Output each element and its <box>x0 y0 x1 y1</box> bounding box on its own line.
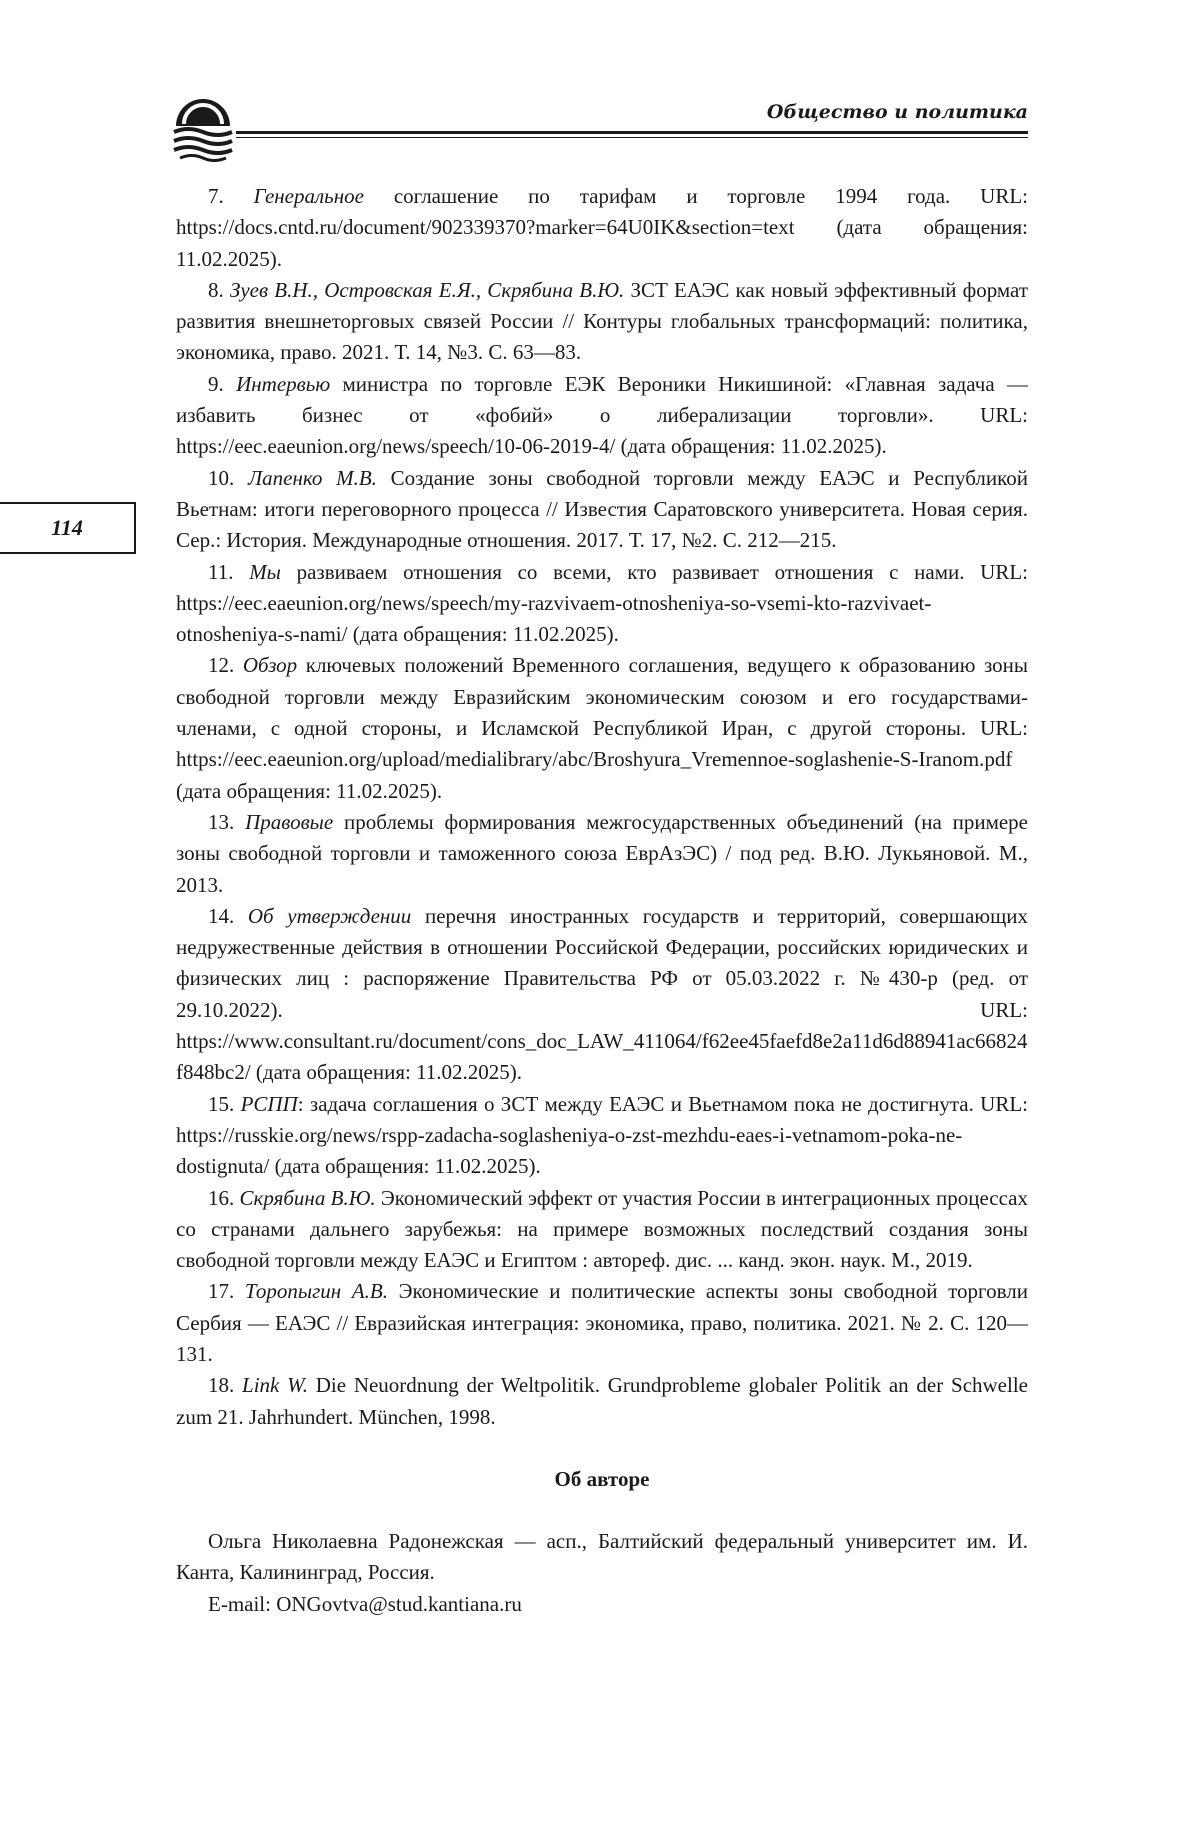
reference-list <box>176 181 1028 1620</box>
running-head: Общество и политика <box>766 101 1028 123</box>
header-rule-thin <box>236 137 1028 138</box>
header-rule <box>236 131 1028 134</box>
reference-item: 13. Правовые проблемы формирования межгосударственных объединений (на примере зоны свободной торговли и таможенного союза ЕврАзЭС) / под ред. В.Ю. Лукьяновой. М., 2013. <box>176 809 1028 897</box>
reference-item: 16. Скрябина В.Ю. Экономический эффект от участия России в интеграционных процессах со странами дальнего зарубежья: на примере возможных последствий создания зоны свободной торговли между ЕАЭС и Египтом : автореф. дис. ... канд. экон. наук. М., 2019. <box>176 1185 1029 1273</box>
page-number: 114 <box>51 515 83 540</box>
about-author-section <box>176 1464 1028 1620</box>
reference-item: 15. РСПП: задача соглашения о ЗСТ между ЕАЭС и Вьетнамом пока не достигнута. URL: https://russkie.org/news/rspp-zadacha-soglasheniya-o-zst-mezhdu-eaes-i-vetnamom-poka-ne-dostignuta/ (дата обращения: 11.02.2025). <box>176 1091 1029 1179</box>
journal-wave-logo-icon <box>170 96 236 166</box>
reference-item: 8. Зуев В.Н., Островская Е.Я., Скрябина В.Ю. ЗСТ ЕАЭС как новый эффективный формат развития внешнеторговых связей России // Контуры глобальных трансформаций: политика, экономика, право. 2021. Т. 14, №3. С. 63—83. <box>176 277 1029 365</box>
reference-item: 11. Мы развиваем отношения со всеми, кто развивает отношения с нами. URL: https://eec.eaeunion.org/news/speech/my-razvivaem-otnosheniya-so-vsemi-kto-razvivaet-otnosheniya-s-nami/ (дата обращения: 11.02.2025). <box>176 559 1029 647</box>
reference-item: 18. Link W. Die Neuordnung der Weltpolitik. Grundprobleme globaler Politik an der Schwelle zum 21. Jahrhundert. München, 1998. <box>176 1373 1028 1429</box>
reference-item: 10. Лапенко М.В. Создание зоны свободной торговли между ЕАЭС и Республикой Вьетнам: итоги переговорного процесса // Известия Саратовского университета. Новая серия. Сер.: История. Международные отношения. 2017. Т. 17, №2. С. 212—215. <box>176 465 1029 553</box>
author-bio: Ольга Николаевна Радонежская — асп., Балтийский федеральный университет им. И. Канта, Калининград, Россия. <box>176 1529 1028 1585</box>
about-author-title: Об авторе <box>554 1466 650 1491</box>
author-email: E-mail: ONGovtva@stud.kantiana.ru <box>208 1591 522 1616</box>
reference-item: 7. Генеральное соглашение по тарифам и торговле 1994 года. URL: https://docs.cntd.ru/document/902339370?marker=64U0IK&section=text (дата обращения: 11.02.2025). <box>176 184 1029 271</box>
reference-item: 14. Об утверждении перечня иностранных государств и территорий, совершающих недружественные действия в отношении Российской Федерации, российских юридических и физических лиц : распоряжение Правительства РФ от 05.03.2022 г. №430-р (ред. от 29.10.2022). URL: https://www.consultant.ru/document/cons_doc_LAW_411064/f62ee45faefd8e2a11d6d88941ac66824f848bc2/ (дата обращения: 11.02.2025). <box>176 903 1028 1085</box>
reference-item: 9. Интервью министра по торговле ЕЭК Вероники Никишиной: «Главная задача — избавить бизнес от «фобий» о либерализации торговли». URL: https://eec.eaeunion.org/news/speech/10-06-2019-4/ (дата обращения: 11.02.2025). <box>176 371 1028 459</box>
page-number-tab <box>0 502 136 554</box>
reference-item: 17. Торопыгин А.В. Экономические и политические аспекты зоны свободной торговли Сербия — ЕАЭС // Евразийская интеграция: экономика, право, политика. 2021. № 2. С. 120—131. <box>176 1279 1028 1366</box>
reference-item: 12. Обзор ключевых положений Временного соглашения, ведущего к образованию зоны свободной торговли между Евразийским экономическим союзом и его государствами-членами, с одной стороны, и Исламской Республикой Иран, с другой стороны. URL: https://eec.eaeunion.org/upload/medialibrary/abc/Broshyura_Vremennoe-soglashenie-S-Iranom.pdf (дата обращения: 11.02.2025). <box>176 653 1029 803</box>
